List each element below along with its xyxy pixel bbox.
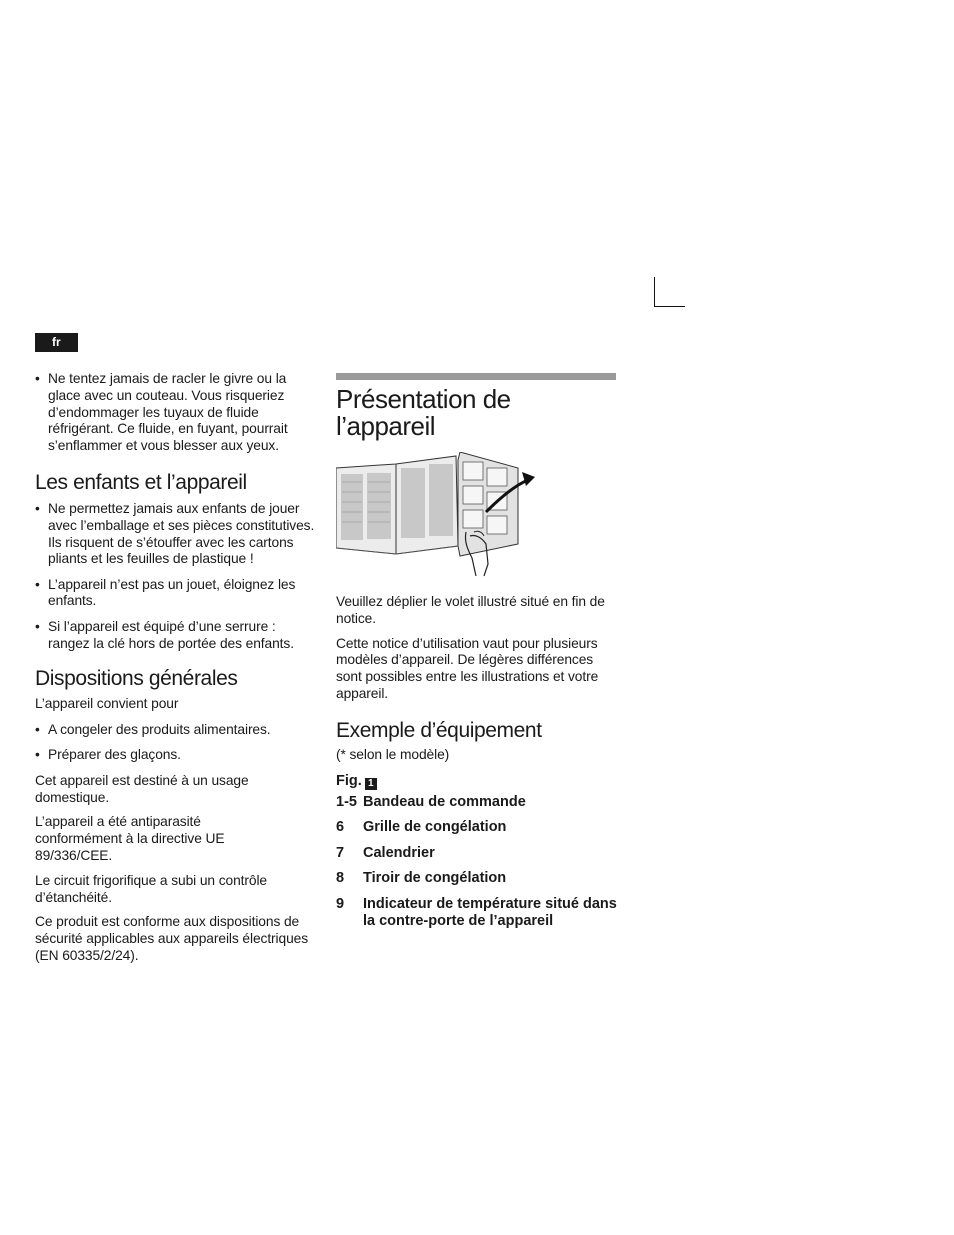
- notice-paragraph: Cette notice d’utilisation vaut pour plusieurs modèles d’appareil. De légères différences sont possibles entre les illustrations et votre appareil.: [336, 635, 599, 701]
- fig-reference: [336, 773, 618, 790]
- section-rule: [336, 373, 616, 380]
- right-column: [336, 373, 618, 938]
- general-paragraph: Le circuit frigorifique a subi un contrôle d’étanchéité.: [35, 872, 268, 905]
- list-item: • L’appareil n’est pas un jouet, éloignez les enfants.: [35, 577, 317, 611]
- equipment-heading: Exemple d’équipement: [336, 718, 542, 742]
- model-note: (* selon le modèle): [336, 746, 450, 762]
- list-item: [336, 845, 618, 862]
- list-item: [336, 794, 618, 811]
- list-item: • Si l’appareil est équipé d’une serrure : rangez la clé hors de portée des enfants.: [35, 619, 317, 653]
- left-column: [35, 371, 317, 965]
- children-heading: Les enfants et l’appareil: [35, 470, 247, 494]
- list-item: • A congeler des produits alimentaires.: [35, 722, 317, 739]
- general-paragraph: Ce produit est conforme aux dispositions de sécurité applicables aux appareils électriques (EN 60335/2/24).: [35, 914, 309, 963]
- crop-mark: [654, 277, 685, 307]
- list-item: • Préparer des glaçons.: [35, 747, 317, 764]
- parts-list: [336, 794, 618, 930]
- part-number: 8: [336, 870, 345, 887]
- general-bullet-list: [35, 722, 317, 764]
- part-number: 9: [336, 895, 345, 912]
- intro-bullet-list: [35, 371, 317, 455]
- children-bullet-list: [35, 501, 317, 652]
- fold-out-illustration: [336, 452, 536, 580]
- list-item: • Ne tentez jamais de racler le givre ou la glace avec un couteau. Vous risqueriez d’endommager les tuyaux de fluide réfrigérant. Ce fluide, en fuyant, pourrait s’enflammer et vous blesser aux yeux.: [35, 371, 317, 455]
- list-item: [336, 819, 618, 836]
- part-label: Tiroir de congélation: [363, 870, 507, 887]
- language-tag: fr: [35, 333, 78, 352]
- page-title: Présentation de l’appareil: [336, 384, 511, 441]
- general-heading: Dispositions générales: [35, 667, 238, 691]
- list-item: • Ne permettez jamais aux enfants de jouer avec l’emballage et ses pièces constitutives. Ils risquent de s’étouffer avec les cartons pliants et les feuilles de plastique !: [35, 501, 317, 568]
- part-number: 1-5: [336, 793, 357, 810]
- part-label: Bandeau de commande: [363, 793, 526, 810]
- unfold-paragraph: Veuillez déplier le volet illustré situé en fin de notice.: [336, 594, 605, 626]
- list-item: [336, 896, 618, 930]
- list-item: [336, 870, 618, 887]
- part-label: Calendrier: [363, 844, 435, 861]
- part-label: Indicateur de température situé dans la contre-porte de l’appareil: [363, 895, 617, 929]
- general-paragraph: Cet appareil est destiné à un usage domestique.: [35, 772, 249, 805]
- general-paragraph: L’appareil a été antiparasité conformément à la directive UE 89/336/CEE.: [35, 814, 225, 863]
- part-number: 6: [336, 819, 345, 836]
- part-label: Grille de congélation: [363, 819, 507, 836]
- fig-label: Fig.: [336, 772, 362, 789]
- part-number: 7: [336, 844, 345, 861]
- fig-number-badge: 1: [365, 778, 377, 790]
- general-intro: L’appareil convient pour: [35, 696, 179, 712]
